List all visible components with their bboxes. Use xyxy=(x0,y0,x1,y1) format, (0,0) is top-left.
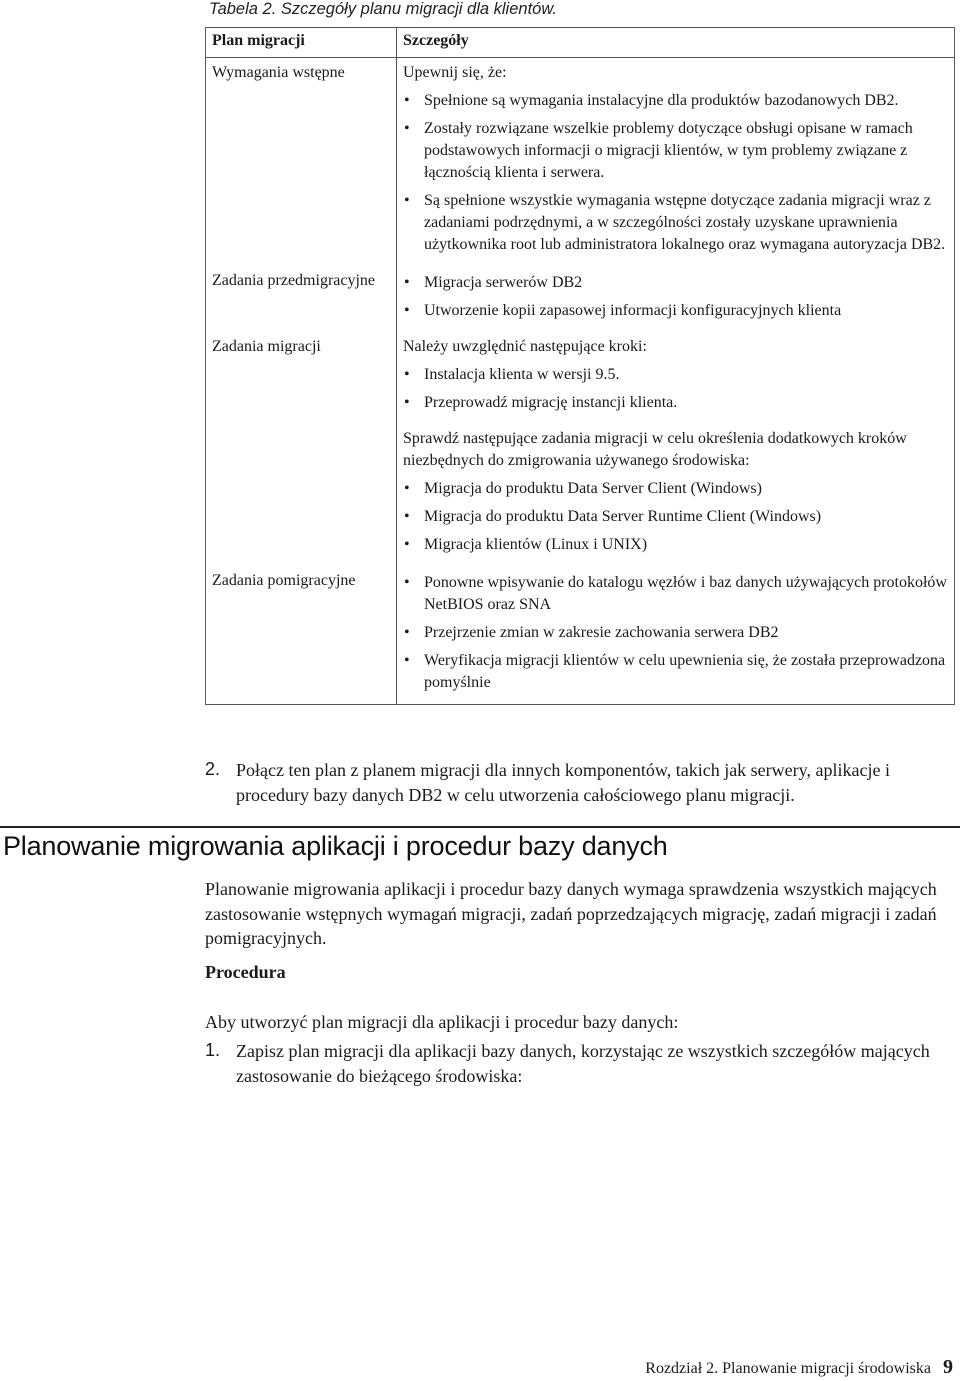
migration-plan-table xyxy=(205,27,955,705)
table-row xyxy=(206,266,955,332)
row-intro-secondary: Sprawdź następujące zadania migracji w celu określenia dodatkowych kroków niezbędnych do zmigrowania używanego środowiska: xyxy=(403,430,907,469)
procedure-heading: Procedura xyxy=(205,962,286,982)
bullet-list xyxy=(403,478,948,556)
step-2-number: 2. xyxy=(205,759,221,779)
list-item: • Są spełnione wszystkie wymagania wstępne dotyczące zadania migracji wraz z zadaniami podrzędnymi, a w szczególności zostały uzyskane uprawnienia użytkownika root lub administratora lokalnego oraz wymagana autoryzacja DB2. xyxy=(403,190,948,256)
table-row xyxy=(206,566,955,705)
list-item: • Przejrzenie zmian w zakresie zachowania serwera DB2 xyxy=(403,622,948,644)
page-footer xyxy=(645,1356,953,1379)
row-label: Zadania migracji xyxy=(212,338,321,355)
row-intro: Należy uwzględnić następujące kroki: xyxy=(403,338,647,355)
list-item: • Migracja do produktu Data Server Client (Windows) xyxy=(403,478,948,500)
list-item: • Migracja do produktu Data Server Runtime Client (Windows) xyxy=(403,506,948,528)
list-item: • Migracja serwerów DB2 xyxy=(403,272,948,294)
page-number: 9 xyxy=(943,1356,953,1378)
bullet-list xyxy=(403,90,948,256)
section-title: Planowanie migrowania aplikacji i procedur bazy danych xyxy=(3,831,668,861)
list-item: • Zostały rozwiązane wszelkie problemy dotyczące obsługi opisane w ramach podstawowych informacji o migracji klientów, w tym problemy związane z łącznością klienta i serwera. xyxy=(403,118,948,184)
step-1-text: Zapisz plan migracji dla aplikacji bazy danych, korzystając ze wszystkich szczegółów mających zastosowanie do bieżącego środowiska: xyxy=(236,1041,930,1086)
row-intro: Upewnij się, że: xyxy=(403,64,507,81)
procedure-intro: Aby utworzyć plan migracji dla aplikacji i procedur bazy danych: xyxy=(205,1012,679,1032)
list-item: • Ponowne wpisywanie do katalogu węzłów i baz danych używających protokołów NetBIOS oraz SNA xyxy=(403,572,948,616)
list-item: • Przeprowadź migrację instancji klienta. xyxy=(403,392,948,414)
row-label: Wymagania wstępne xyxy=(212,64,345,81)
bullet-list xyxy=(403,572,948,694)
table-row xyxy=(206,58,955,267)
column-header-details: Szczegóły xyxy=(397,28,955,58)
list-item: • Migracja klientów (Linux i UNIX) xyxy=(403,534,948,556)
list-item: • Spełnione są wymagania instalacyjne dla produktów bazodanowych DB2. xyxy=(403,90,948,112)
footer-chapter: Rozdział 2. Planowanie migracji środowiska xyxy=(645,1360,931,1377)
list-item: • Utworzenie kopii zapasowej informacji konfiguracyjnych klienta xyxy=(403,300,948,322)
step-2-text: Połącz ten plan z planem migracji dla innych komponentów, takich jak serwery, aplikacje i procedury bazy danych DB2 w celu utworzenia całościowego planu migracji. xyxy=(236,760,890,805)
section-divider xyxy=(0,826,960,828)
bullet-list xyxy=(403,272,948,322)
column-header-plan: Plan migracji xyxy=(206,28,397,58)
table-row xyxy=(206,332,955,566)
list-item: • Weryfikacja migracji klientów w celu upewnienia się, że została przeprowadzona pomyślnie xyxy=(403,650,948,694)
table-header-row xyxy=(206,28,955,58)
section-intro: Planowanie migrowania aplikacji i procedur bazy danych wymaga sprawdzenia wszystkich mających zastosowanie wstępnych wymagań migracji, zadań poprzedzających migrację, zadań migracji i zadań pomigracyjnych. xyxy=(205,879,937,948)
row-label: Zadania przedmigracyjne xyxy=(212,272,376,289)
list-item: • Instalacja klienta w wersji 9.5. xyxy=(403,364,948,386)
table-caption: Tabela 2. Szczegóły planu migracji dla klientów. xyxy=(209,0,557,18)
step-1-number: 1. xyxy=(205,1040,221,1060)
bullet-list xyxy=(403,364,948,414)
row-label: Zadania pomigracyjne xyxy=(212,572,356,589)
